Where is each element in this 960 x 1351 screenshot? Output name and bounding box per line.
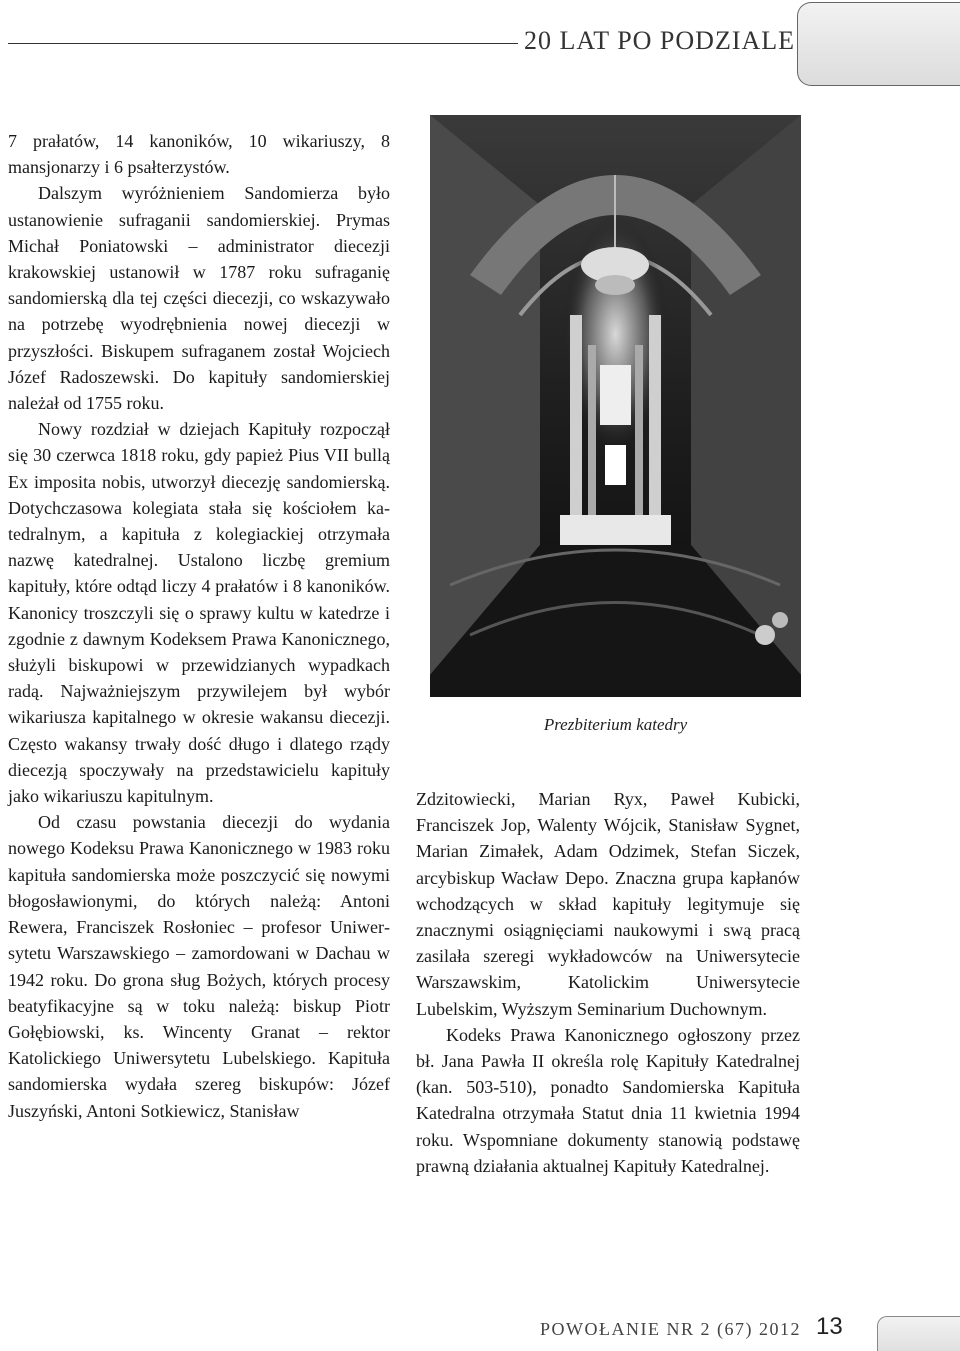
- page-number: 13: [816, 1313, 843, 1340]
- paragraph: Nowy rozdział w dziejach Kapituły rozpoczął się 30 czerwca 1818 roku, gdy papież Pius VII bullą Ex imposita nobis, utworzył diecezję sandomierską. Dotychczasowa kolegiata stała się kościołem katedralnym, a kapituła z kolegiackiej otrzymała nazwę katedralnej. Ustalono liczbę gremium kapituły, które odtąd liczy 4 prałatów i 8 kanoników. Kanonicy troszczyli się o sprawy kultu w katedrze i zgodnie z dawnym Kodeksem Prawa Kanonicznego, służyli biskupowi w przewidzianych wypadkach radą. Najważniejszym przywilejem był wybór wikariusza kapitalnego w okresie wakansu diecezji. Często wakansy trwały dość długo i dlatego rządy diecezją spoczywały na przedstawicielu kapituły jako wikariuszu kapitulnym.: [8, 419, 390, 807]
- header-tab: [797, 2, 960, 86]
- paragraph: Od czasu powstania diecezji do wydania nowego Kodeksu Prawa Kanonicznego w 1983 roku kapituła sandomierska może poszczycić się nowymi błogosławionymi, do których należą: Antoni Rewera, Franciszek Rosłoniec – profesor Uniwersytetu Warszawskiego – zamordowani w Dachau w 1942 roku. Do grona sług Bożych, których procesy beatyfikacyjne są w toku należą: biskup Piotr Gołębiowski, ks. Wincenty Granat – rektor Katolickiego Uniwersytetu Lubelskiego. Kapituła sandomierska wydała szereg biskupów: Józef Juszyński, Antoni Sotkiewicz, Stanisław: [8, 812, 390, 1121]
- footer-tab: [877, 1316, 960, 1351]
- right-column: [416, 786, 800, 1179]
- journal-footer: POWOŁANIE NR 2 (67) 2012: [540, 1319, 801, 1339]
- left-column: [8, 128, 390, 1124]
- figure-caption: Prezbiterium katedry: [543, 715, 688, 734]
- paragraph: 7 prałatów, 14 kanoników, 10 wikariuszy, 8 mansjonarzy i 6 psałterzystów.: [8, 131, 390, 178]
- paragraph: Zdzitowiecki, Marian Ryx, Paweł Kubicki, Franciszek Jop, Walenty Wójcik, Stanisław Sygnet, Marian Zimałek, Adam Odzimek, Stefan Siczek, arcybiskup Wacław Depo. Znaczna grupa kapłanów wchodzących w skład kapituły legitymuje się znacznymi osiągnięciami naukowymi i swą pracą zasilała szeregi wykładowców na Uniwersytecie Warszawskim, Katolickim Uniwersytecie Lubelskim, Wyższym Seminarium Duchownym.: [416, 789, 800, 1019]
- header-rule: [8, 43, 518, 44]
- paragraph: Kodeks Prawa Kanonicznego ogłoszony przez bł. Jana Pawła II określa rolę Kapituły Katedralnej (kan. 503-510), ponadto Sandomierska Kapituła Katedralna otrzymała Statut dnia 11 kwietnia 1994 roku. Wspomniane dokumenty stanowią podstawę prawną działania aktualnej Kapituły Katedralnej.: [416, 1024, 800, 1176]
- paragraph: Dalszym wyróżnieniem Sandomierza było ustanowienie sufraganii sandomierskiej. Prymas Michał Poniatowski – administrator diecezji krakowskiej ustanowił w 1787 roku sufraganię sandomierską dla tej części diecezji, co wskazywało na potrzebę wyodrębnienia nowej diecezji w przyszłości. Biskupem sufraganem został Wojciech Józef Radoszewski. Do kapituły sandomierskiej należał od 1755 roku.: [8, 183, 390, 414]
- cathedral-presbytery-photo: [430, 115, 801, 697]
- running-head: 20 LAT PO PODZIALE: [524, 26, 796, 55]
